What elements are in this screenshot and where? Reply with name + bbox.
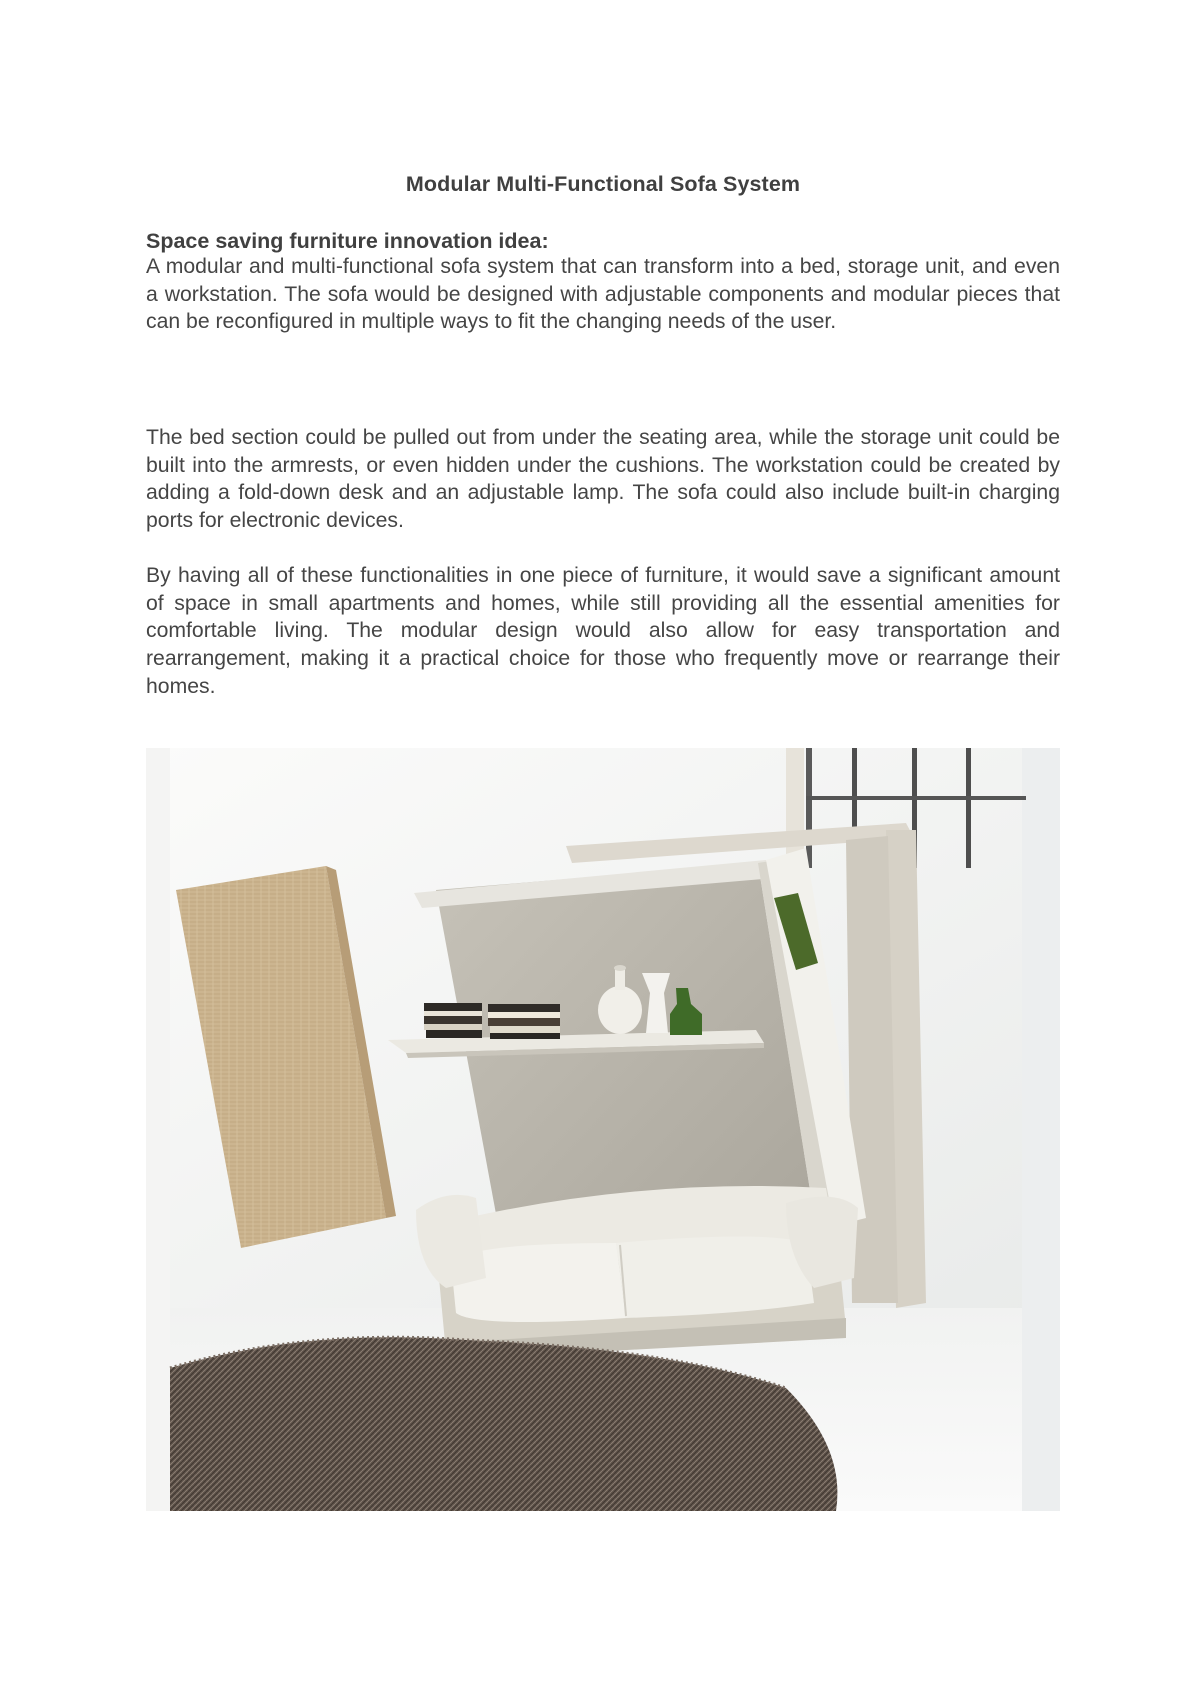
paragraph-features: The bed section could be pulled out from under the seating area, while the storage unit could be built into the armrests, or even hidden under the cushions. The workstation could be created by adding a fold-down desk and an adjustable lamp. The sofa could also include built-in charging ports for electronic devices. (146, 426, 1060, 533)
document-subtitle: Space saving furniture innovation idea: (146, 229, 549, 253)
right-strip (1022, 748, 1060, 1511)
left-strip (146, 748, 170, 1511)
paragraph-intro: A modular and multi-functional sofa system that can transform into a bed, storage unit, and even a workstation. The sofa would be designed with adjustable components and modular pieces that can be reconfigured in multiple ways to fit the changing needs of the user. (146, 255, 1060, 334)
books (424, 1003, 560, 1039)
paragraph-benefits: By having all of these functionalities in one piece of furniture, it would save a significant amount of space in small apartments and homes, while still providing all the essential amenities for comfortable living. The modular design would also allow for easy transportation and rearrangement, making it a practical choice for those who frequently move or rearrange their homes. (146, 564, 1060, 698)
document-title: Modular Multi-Functional Sofa System (405, 172, 801, 196)
sofa-bed-photo (146, 748, 1060, 1511)
